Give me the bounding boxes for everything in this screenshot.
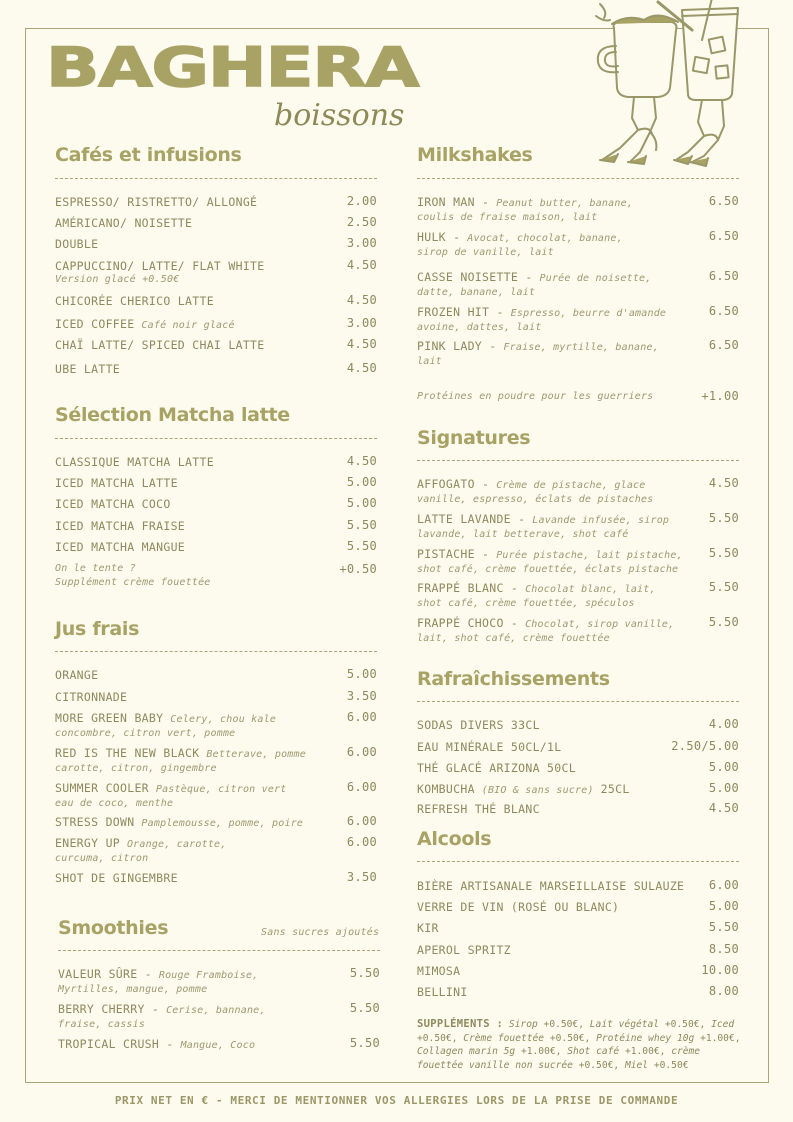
smoothies-item-price: 5.50 xyxy=(349,966,380,980)
jus-item-price: 6.00 xyxy=(346,780,377,794)
smoothies-item-name: BERRY CHERRY - xyxy=(58,1002,160,1016)
signatures-item-description-line2: shot café, crème fouettée, spéculos xyxy=(417,598,635,609)
cafes-item xyxy=(55,195,330,209)
supplement-item-price: +0.50€, xyxy=(549,1032,591,1044)
smoothies-divider xyxy=(58,950,380,951)
matcha-item xyxy=(55,540,330,554)
jus-item xyxy=(55,871,330,885)
brand-subtitle: boissons xyxy=(274,98,405,133)
matcha-supplement-note xyxy=(55,562,211,590)
supplements-label: SUPPLÉMENTS : xyxy=(417,1018,504,1030)
rafraichissements-item xyxy=(417,782,692,798)
jus-item xyxy=(55,746,330,776)
cafes-item xyxy=(55,317,330,333)
rafraichissements-item-name: THÉ GLACÉ ARIZONA 50CL xyxy=(417,761,576,775)
milkshakes-protein-note: Protéines en poudre pour les guerriers xyxy=(417,391,654,402)
jus-item xyxy=(55,781,330,811)
jus-item-description: Pamplemousse, pomme, poire xyxy=(141,818,304,829)
smoothies-item-price: 5.50 xyxy=(349,1036,380,1050)
smoothies-item-description: Mangue, Coco xyxy=(180,1040,256,1051)
milkshakes-item-description-line2: coulis de fraise maison, lait xyxy=(417,212,598,223)
cafes-item-price: 2.50 xyxy=(346,215,377,229)
cafes-divider xyxy=(55,178,377,179)
smoothies-section-title: Smoothies xyxy=(58,917,169,939)
matcha-item xyxy=(55,519,330,533)
cafes-item-name: CAPPUCCINO/ LATTE/ FLAT WHITE xyxy=(55,259,265,273)
rafraichissements-section-title: Rafraîchissements xyxy=(417,668,610,690)
cafes-item-name: UBE LATTE xyxy=(55,362,121,376)
cafes-item-price: 3.00 xyxy=(346,236,377,250)
alcools-item-name: VERRE DE VIN (ROSÉ OU BLANC) xyxy=(417,900,620,914)
matcha-item xyxy=(55,476,330,490)
brand-title: BAGHERA xyxy=(46,35,419,100)
matcha-section-title: Sélection Matcha latte xyxy=(55,404,290,426)
matcha-item xyxy=(55,455,330,469)
alcools-item-price: 6.00 xyxy=(708,878,739,892)
signatures-item-description-line2: vanille, espresso, éclats de pistaches xyxy=(417,494,654,505)
alcools-item-name: BELLINI xyxy=(417,985,468,999)
alcools-item xyxy=(417,985,687,999)
jus-item xyxy=(55,815,330,831)
signatures-item xyxy=(417,547,687,577)
milkshakes-item-name: IRON MAN - xyxy=(417,195,490,209)
cafes-item-price: 4.50 xyxy=(346,337,377,351)
supplement-item-price: +1.00€, xyxy=(520,1046,562,1057)
jus-item-price: 5.00 xyxy=(346,667,377,681)
matcha-item-price: 4.50 xyxy=(346,454,377,468)
alcools-item-name: BIÈRE ARTISANALE MARSEILLAISE SULAUZE xyxy=(417,879,685,893)
supplement-item-name: Lait végétal xyxy=(589,1019,660,1030)
milkshakes-item-price: 6.50 xyxy=(708,194,739,208)
rafraichissements-item-price: 5.00 xyxy=(708,781,739,795)
smoothies-item-description-line2: fraise, cassis xyxy=(58,1019,146,1030)
jus-item-name: ENERGY UP xyxy=(55,836,121,850)
milkshakes-protein-price: +1.00 xyxy=(701,389,739,403)
rafraichissements-item-description: (BIO & sans sucre) xyxy=(481,785,594,796)
alcools-item xyxy=(417,943,687,957)
rafraichissements-divider xyxy=(417,701,739,702)
jus-item xyxy=(55,711,330,741)
matcha-note-line1: On le tente ? xyxy=(55,563,136,574)
jus-item-price: 6.00 xyxy=(346,835,377,849)
jus-item-description-line2: eau de coco, menthe xyxy=(55,798,174,809)
cups-mascot-illustration xyxy=(592,0,752,170)
milkshakes-item xyxy=(417,305,692,335)
supplements-block xyxy=(417,1018,742,1072)
rafraichissements-item-size: 25CL xyxy=(600,782,630,796)
jus-item-price: 3.50 xyxy=(346,870,377,884)
supplement-item-price: +0.50€ xyxy=(653,1059,689,1071)
signatures-item-price: 4.50 xyxy=(708,476,739,490)
alcools-section-title: Alcools xyxy=(417,828,492,850)
jus-item-description-line2: concombre, citron vert, pomme xyxy=(55,728,236,739)
jus-item-name: CITRONNADE xyxy=(55,690,128,704)
jus-item-name: RED IS THE NEW BLACK xyxy=(55,746,200,760)
cafes-item-price: 4.50 xyxy=(346,361,377,375)
matcha-note-price: +0.50 xyxy=(339,562,377,576)
milkshakes-item-description: Purée de noisette, xyxy=(539,273,652,284)
smoothies-item xyxy=(58,1002,333,1032)
matcha-item-name: ICED MATCHA MANGUE xyxy=(55,540,186,554)
alcools-item-name: APEROL SPRITZ xyxy=(417,943,511,957)
cafes-item-price: 3.00 xyxy=(346,316,377,330)
signatures-item-name: PISTACHE - xyxy=(417,547,490,561)
cafes-item xyxy=(55,294,330,308)
jus-divider xyxy=(55,651,377,652)
footer-notice: PRIX NET EN € - MERCI DE MENTIONNER VOS ALLERGIES LORS DE LA PRISE DE COMMANDE xyxy=(114,1094,679,1107)
rafraichissements-item-price: 4.50 xyxy=(708,801,739,815)
supplement-item-price: +0.50€, xyxy=(578,1059,620,1071)
milkshakes-item-price: 6.50 xyxy=(708,269,739,283)
rafraichissements-item-name: SODAS DIVERS 33CL xyxy=(417,718,540,732)
supplement-item-price: +0.50€, xyxy=(543,1019,584,1030)
signatures-item xyxy=(417,512,687,542)
smoothies-item-description-line2: Myrtilles, mangue, pomme xyxy=(58,984,208,995)
matcha-item-price: 5.50 xyxy=(346,518,377,532)
jus-item xyxy=(55,690,330,704)
supplement-item-name: crème fouettée vanille non sucrée xyxy=(417,1046,701,1071)
supplement-item-name: Collagen marin 5g xyxy=(417,1046,516,1057)
brand-logo xyxy=(46,35,419,135)
cafes-item-description: Café noir glacé xyxy=(141,320,235,331)
milkshakes-item-name: FROZEN HIT - xyxy=(417,305,504,319)
signatures-item-description: Chocolat blanc, lait, xyxy=(525,584,656,595)
supplement-item-name: Crème fouettée xyxy=(463,1032,545,1044)
rafraichissements-item xyxy=(417,761,692,775)
cafes-item-price: 4.50 xyxy=(346,258,377,272)
smoothies-item-price: 5.50 xyxy=(349,1001,380,1015)
jus-item-description-line2: carotte, citron, gingembre xyxy=(55,763,217,774)
smoothies-item-description: Cerise, bannane, xyxy=(166,1005,266,1016)
jus-item-name: STRESS DOWN xyxy=(55,815,135,829)
supplement-item-price: +1.00€, xyxy=(624,1046,666,1057)
jus-item-name: SUMMER COOLER xyxy=(55,781,149,795)
cafes-item-name: ICED COFFEE xyxy=(55,317,135,331)
supplement-item-name: Shot café xyxy=(567,1046,620,1057)
supplement-item-price: +1.00€, xyxy=(700,1032,741,1044)
rafraichissements-item xyxy=(417,718,692,732)
signatures-item-description-line2: lait, shot café, crème fouettée xyxy=(417,633,610,644)
jus-item-name: ORANGE xyxy=(55,668,99,682)
matcha-note-line2: Supplément crème fouettée xyxy=(55,577,211,588)
supplement-item-name: Iced xyxy=(711,1019,735,1030)
milkshakes-item-price: 6.50 xyxy=(708,229,739,243)
jus-item-price: 6.00 xyxy=(346,814,377,828)
cafes-item xyxy=(55,338,330,352)
jus-item-description: Pastèque, citron vert xyxy=(155,784,287,795)
milkshakes-item-description-line2: sirop de vanille, lait xyxy=(417,247,554,258)
jus-item-name: MORE GREEN BABY xyxy=(55,711,164,725)
alcools-item-price: 5.00 xyxy=(708,899,739,913)
signatures-item-name: FRAPPÉ BLANC - xyxy=(417,581,519,595)
jus-section-title: Jus frais xyxy=(55,618,140,640)
milkshakes-item-description: Avocat, chocolat, banane, xyxy=(467,233,623,244)
alcools-item-name: MIMOSA xyxy=(417,964,461,978)
signatures-item-description-line2: lavande, lait betterave, shot café xyxy=(417,529,629,540)
cafes-item xyxy=(55,216,330,230)
cafes-item xyxy=(55,362,330,376)
milkshakes-item xyxy=(417,339,692,369)
signatures-item-description-line2: shot café, crème fouettée, éclats pistache xyxy=(417,564,679,575)
matcha-divider xyxy=(55,438,377,439)
milkshakes-item-description-line2: avoine, dattes, lait xyxy=(417,322,542,333)
alcools-divider xyxy=(417,861,739,862)
jus-item xyxy=(55,668,330,682)
jus-item-description-line2: curcuma, citron xyxy=(55,853,149,864)
milkshakes-item-description: Espresso, beurre d'amande xyxy=(510,308,667,319)
milkshakes-item-description-line2: lait xyxy=(417,356,442,367)
milkshakes-item-description: Peanut butter, banane, xyxy=(496,198,634,209)
matcha-item xyxy=(55,497,330,511)
alcools-item xyxy=(417,921,687,935)
rafraichissements-item xyxy=(417,740,692,754)
jus-item-description: Betterave, pomme xyxy=(206,749,306,760)
supplement-item-name: Miel xyxy=(624,1059,649,1071)
jus-item-price: 6.00 xyxy=(346,745,377,759)
rafraichissements-item-price: 4.00 xyxy=(708,717,739,731)
signatures-divider xyxy=(417,460,739,461)
signatures-item-name: FRAPPÉ CHOCO - xyxy=(417,616,519,630)
rafraichissements-item-price: 5.00 xyxy=(708,760,739,774)
cafes-item-name: CHICORÉE CHERICO LATTE xyxy=(55,294,214,308)
cafes-item xyxy=(55,259,330,287)
smoothies-item xyxy=(58,1037,333,1053)
rafraichissements-item-name: REFRESH THÉ BLANC xyxy=(417,802,540,816)
cafes-item-name: ESPRESSO/ RISTRETTO/ ALLONGÉ xyxy=(55,195,258,209)
alcools-item xyxy=(417,964,687,978)
jus-item-price: 3.50 xyxy=(346,689,377,703)
smoothies-item-name: TROPICAL CRUSH - xyxy=(58,1037,174,1051)
signatures-item xyxy=(417,616,687,646)
signatures-item-price: 5.50 xyxy=(708,546,739,560)
supplement-item-name: Protéine whey 10g xyxy=(596,1032,695,1044)
cafes-item-price: 4.50 xyxy=(346,293,377,307)
cafes-item-name: CHAÏ LATTE/ SPICED CHAI LATTE xyxy=(55,338,265,352)
rafraichissements-item xyxy=(417,802,692,816)
jus-item-name: SHOT DE GINGEMBRE xyxy=(55,871,178,885)
signatures-item-description: Lavande infusée, sirop xyxy=(532,515,670,526)
rafraichissements-item-name: EAU MINÉRALE 50CL/1L xyxy=(417,740,562,754)
cafes-section-title: Cafés et infusions xyxy=(55,144,242,166)
milkshakes-section-title: Milkshakes xyxy=(417,144,533,166)
signatures-item xyxy=(417,477,687,507)
milkshakes-item-name: CASSE NOISETTE - xyxy=(417,270,533,284)
jus-item-price: 6.00 xyxy=(346,710,377,724)
milkshakes-item xyxy=(417,230,692,260)
signatures-item-price: 5.50 xyxy=(708,615,739,629)
matcha-item-name: CLASSIQUE MATCHA LATTE xyxy=(55,455,214,469)
cafes-item-name: DOUBLE xyxy=(55,237,99,251)
signatures-item-price: 5.50 xyxy=(708,511,739,525)
milkshakes-item-description: Fraise, myrtille, banane, xyxy=(503,342,659,353)
matcha-item-name: ICED MATCHA FRAISE xyxy=(55,519,186,533)
jus-item-description: Celery, chou kale xyxy=(170,714,277,725)
supplement-item-price: +0.50€, xyxy=(417,1032,458,1044)
jus-item-description: Orange, carotte, xyxy=(126,839,227,850)
smoothies-item-name: VALEUR SÛRE - xyxy=(58,967,152,981)
signatures-item-description: Purée pistache, lait pistache, xyxy=(496,550,683,561)
supplement-item-name: Sirop xyxy=(508,1019,538,1030)
alcools-item-name: KIR xyxy=(417,921,439,935)
supplement-item-price: +0.50€, xyxy=(664,1019,706,1030)
rafraichissements-item-price: 2.50/5.00 xyxy=(671,739,739,753)
alcools-item-price: 5.50 xyxy=(708,920,739,934)
cafes-item xyxy=(55,237,330,251)
signatures-item xyxy=(417,581,687,611)
matcha-item-name: ICED MATCHA LATTE xyxy=(55,476,178,490)
cafes-item-price: 2.00 xyxy=(346,194,377,208)
signatures-item-description: Crème de pistache, glace xyxy=(496,480,646,491)
cafes-item-name: AMÉRICANO/ NOISETTE xyxy=(55,216,193,230)
milkshakes-item xyxy=(417,195,692,225)
milkshakes-item-name: HULK - xyxy=(417,230,461,244)
signatures-item-name: AFFOGATO - xyxy=(417,477,490,491)
matcha-item-price: 5.50 xyxy=(346,539,377,553)
smoothies-subtitle: Sans sucres ajoutés xyxy=(261,927,380,938)
milkshakes-item-price: 6.50 xyxy=(708,304,739,318)
milkshakes-item-description-line2: datte, banane, lait xyxy=(417,287,536,298)
alcools-item xyxy=(417,900,687,914)
rafraichissements-item-name: KOMBUCHA xyxy=(417,782,475,796)
signatures-section-title: Signatures xyxy=(417,427,531,449)
signatures-item-price: 5.50 xyxy=(708,580,739,594)
milkshakes-item-name: PINK LADY - xyxy=(417,339,497,353)
alcools-item-price: 10.00 xyxy=(701,963,739,977)
alcools-item-price: 8.50 xyxy=(708,942,739,956)
alcools-item xyxy=(417,879,687,893)
milkshakes-divider xyxy=(417,178,739,179)
alcools-item-price: 8.00 xyxy=(708,984,739,998)
milkshakes-item-price: 6.50 xyxy=(708,338,739,352)
smoothies-item xyxy=(58,967,333,997)
signatures-item-name: LATTE LAVANDE - xyxy=(417,512,526,526)
cafes-item-description-line2: Version glacé +0.50€ xyxy=(55,274,180,285)
matcha-item-price: 5.00 xyxy=(346,496,377,510)
smoothies-item-description: Rouge Framboise, xyxy=(158,970,259,981)
milkshakes-item xyxy=(417,270,692,300)
matcha-item-price: 5.00 xyxy=(346,475,377,489)
jus-item xyxy=(55,836,330,866)
signatures-item-description: Chocolat, sirop vanille, xyxy=(525,619,675,630)
matcha-item-name: ICED MATCHA COCO xyxy=(55,497,171,511)
